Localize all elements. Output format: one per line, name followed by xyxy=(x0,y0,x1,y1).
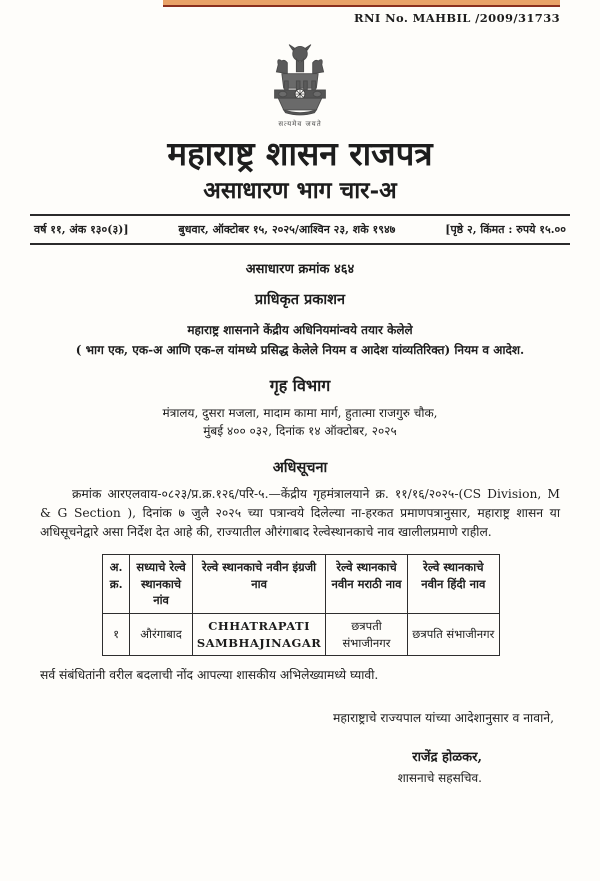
notification-heading: अधिसूचना xyxy=(272,458,328,476)
notification-body: क्रमांक आरएलवाय-०८२३/प्र.क्र.१२६/परि-५.—केंद्रीय गृहमंत्रालयाने क्र. ११/१६/२०२५-(CS Division, M & G Section ), दिनांक ७ जुलै २०२५ च्या पत्रान्वये दिलेल्या ना-हरकत प्रमाणपत्रानुसार, महाराष्ट्र शासन या अधिसूचनेद्वारे असा निर्देश देत आहे की, राज्यातील औरंगाबाद रेल्वेस्थानकाचे नाव खालीलप्रमाणे राहील. xyxy=(40,486,560,539)
signatory-designation: शासनाचे सहसचिव. xyxy=(397,771,482,786)
header-current-name: सध्याचे रेल्वे स्थानकाचे नांव xyxy=(130,554,193,613)
rni-number: RNI No. MAHBIL /2009/31733 xyxy=(354,11,560,25)
cell-new-english-name: CHHATRAPATI SAMBHAJINAGAR xyxy=(192,613,326,655)
rules-line-1: महाराष्ट्र शासनाने केंद्रीय अधिनियमांन्वये तयार केलेले xyxy=(187,322,413,337)
order-by-line: महाराष्ट्राचे राज्यपाल यांच्या आदेशानुसार व नावाने, xyxy=(333,711,554,726)
masthead-price: [पृष्ठे २, किंमत : रुपये १५.०० xyxy=(445,222,566,236)
authorized-publication: प्राधिकृत प्रकाशन xyxy=(254,290,346,308)
table-header xyxy=(103,554,500,613)
ashoka-emblem-icon xyxy=(254,41,346,119)
table-header-row xyxy=(103,554,500,613)
station-rename-table xyxy=(102,554,500,656)
table-row xyxy=(103,613,500,655)
page-subtitle: असाधारण भाग चार-अ xyxy=(203,177,397,205)
address-line-1: मंत्रालय, दुसरा मजला, मादाम कामा मार्ग, हुतात्मा राजगुरु चौक, xyxy=(162,405,438,420)
top-accent-strip xyxy=(163,0,560,7)
masthead-date: बुधवार, ऑक्टोबर १५, २०२५/आश्विन २३, शके १९४७ xyxy=(178,222,396,236)
emblem-caption: सत्यमेव जयते xyxy=(278,120,322,128)
header-new-english-name: रेल्वे स्थानकाचे नवीन इंग्रजी नाव xyxy=(192,554,326,613)
signatory-name: राजेंद्र होळकर, xyxy=(412,750,482,766)
cell-new-hindi-name: छत्रपति संभाजीनगर xyxy=(407,613,499,655)
department-heading: गृह विभाग xyxy=(269,375,331,395)
emblem-container xyxy=(0,41,600,128)
extraordinary-number: असाधारण क्रमांक ४६४ xyxy=(245,261,355,277)
masthead-row xyxy=(30,214,570,245)
header-new-marathi-name: रेल्वे स्थानकाचे नवीन मराठी नाव xyxy=(326,554,407,613)
header-serial-number: अ. क्र. xyxy=(103,554,130,613)
page-title: महाराष्ट्र शासन राजपत्र xyxy=(167,134,433,173)
rules-line-2: ( भाग एक, एक-अ आणि एक-ल यांमध्ये प्रसिद्ध केलेले नियम व आदेश यांव्यतिरिक्त) नियम व आदेश. xyxy=(75,342,525,357)
cell-current-name: औरंगाबाद xyxy=(130,613,193,655)
header-new-hindi-name: रेल्वे स्थानकाचे नवीन हिंदी नाव xyxy=(407,554,499,613)
cell-serial-number: १ xyxy=(103,613,130,655)
address-line-2: मुंबई ४०० ०३२, दिनांक १४ ऑक्टोबर, २०२५ xyxy=(203,424,397,439)
masthead-volume: वर्ष ११, अंक १३०(३)] xyxy=(34,222,129,236)
cell-new-marathi-name: छत्रपती संभाजीनगर xyxy=(326,613,407,655)
signature-block xyxy=(0,748,482,788)
department-address xyxy=(0,404,600,441)
record-note: सर्व संबंधितांनी वरील बदलाची नोंद आपल्या शासकीय अभिलेख्यामध्ये घ्यावी. xyxy=(40,668,379,683)
